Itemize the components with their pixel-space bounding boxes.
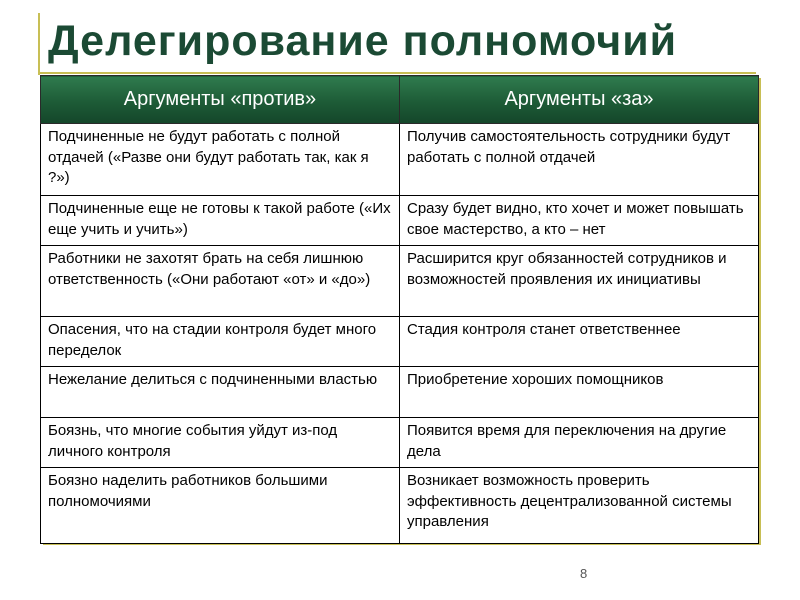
cell-against: Подчиненные еще не готовы к такой работе («Их еще учить и учить») <box>41 196 400 246</box>
cell-against: Опасения, что на стадии контроля будет много переделок <box>41 317 400 367</box>
arguments-table-wrapper <box>40 75 758 542</box>
table-row <box>41 246 759 317</box>
table-row <box>41 196 759 246</box>
cell-for: Стадия контроля станет ответственнее <box>400 317 759 367</box>
title-accent-vertical-line <box>38 13 40 75</box>
cell-against: Боязнь, что многие события уйдут из-под личного контроля <box>41 418 400 468</box>
cell-for: Появится время для переключения на другие дела <box>400 418 759 468</box>
cell-for: Получив самостоятельность сотрудники будут работать с полной отдачей <box>400 124 759 196</box>
table-row <box>41 418 759 468</box>
table-row <box>41 468 759 544</box>
table-row <box>41 124 759 196</box>
cell-for: Приобретение хороших помощников <box>400 367 759 418</box>
header-against: Аргументы «против» <box>41 76 400 124</box>
table-header-row <box>41 76 759 124</box>
page-title: Делегирование полномочий <box>48 17 678 65</box>
cell-for: Сразу будет видно, кто хочет и может повышать свое мастерство, а кто – нет <box>400 196 759 246</box>
cell-against: Работники не захотят брать на себя лишнюю ответственность («Они работают «от» и «до») <box>41 246 400 317</box>
title-accent-horizontal-line <box>38 72 756 74</box>
cell-against: Подчиненные не будут работать с полной отдачей («Разве они будут работать так, как я ?») <box>41 124 400 196</box>
arguments-table <box>40 75 759 544</box>
table-row <box>41 317 759 367</box>
table-row <box>41 367 759 418</box>
page-number: 8 <box>580 566 588 581</box>
cell-against: Нежелание делиться с подчиненными властью <box>41 367 400 418</box>
cell-for: Расширится круг обязанностей сотрудников и возможностей проявления их инициативы <box>400 246 759 317</box>
header-for: Аргументы «за» <box>400 76 759 124</box>
cell-against: Боязно наделить работников большими полномочиями <box>41 468 400 544</box>
cell-for: Возникает возможность проверить эффективность децентрализованной системы управления <box>400 468 759 544</box>
